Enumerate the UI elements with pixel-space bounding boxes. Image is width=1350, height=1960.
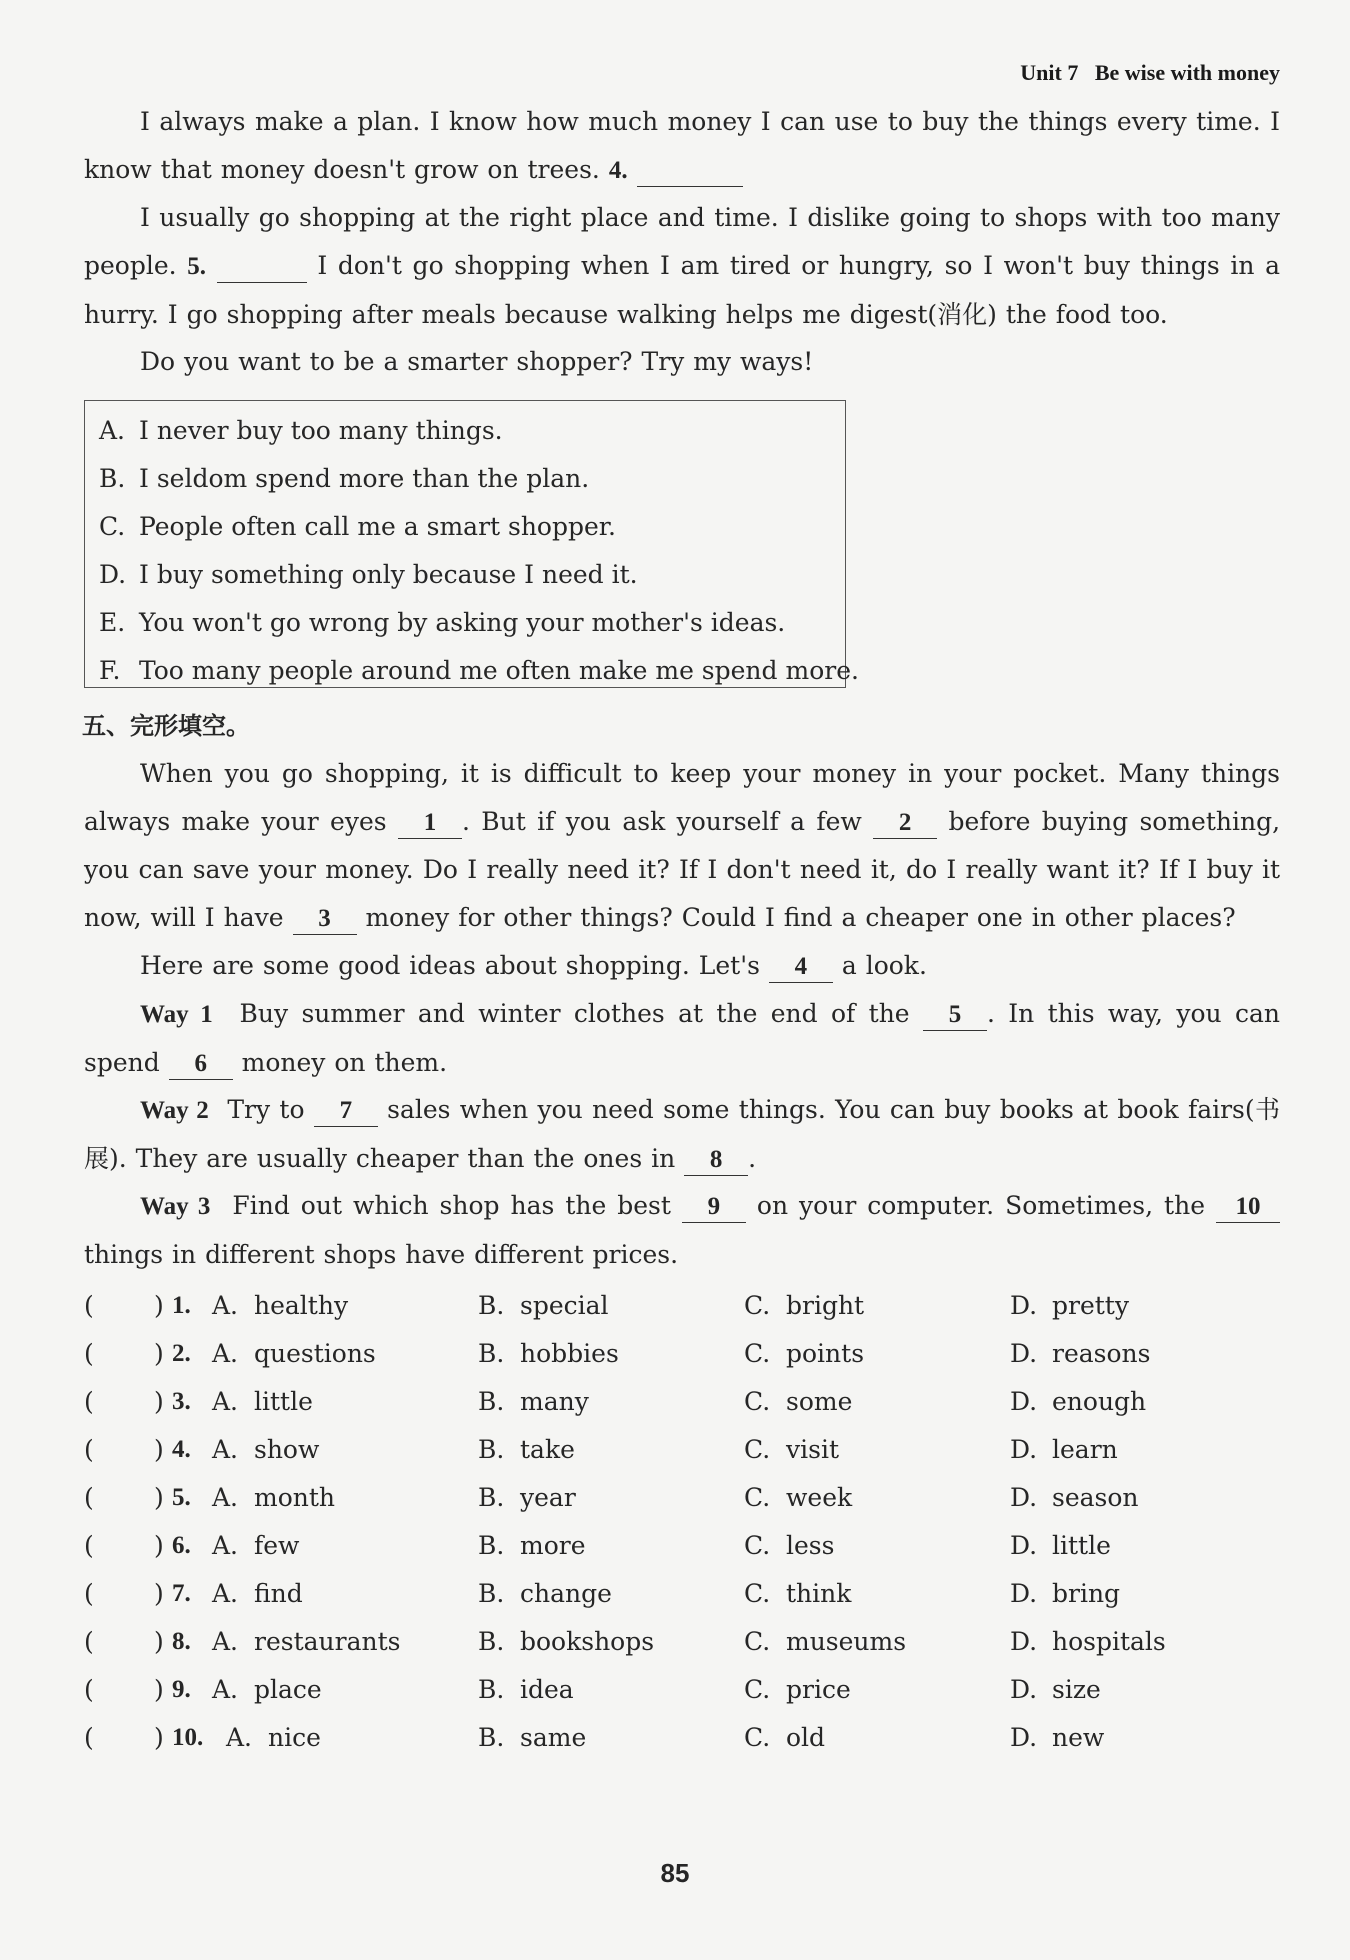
answer-paren-open[interactable]: ( [84, 1291, 94, 1320]
choice-text: little [254, 1387, 313, 1416]
choice-letter: A. [212, 1627, 239, 1656]
choice-letter: B. [478, 1291, 505, 1320]
choice-letter: A. [212, 1387, 239, 1416]
question-number: 3. [172, 1388, 191, 1415]
choice-letter: C. [744, 1627, 771, 1656]
choice-b[interactable] [478, 1282, 609, 1330]
choice-letter: A. [212, 1291, 239, 1320]
choice-a[interactable] [212, 1570, 303, 1618]
choice-text: old [786, 1723, 826, 1752]
choice-letter: B. [478, 1579, 505, 1608]
choice-letter: A. [212, 1531, 239, 1560]
choice-text: restaurants [254, 1627, 401, 1656]
choice-letter: B. [478, 1339, 505, 1368]
choice-text: month [254, 1483, 336, 1512]
choice-d[interactable] [1010, 1522, 1111, 1570]
choice-b[interactable] [478, 1714, 586, 1762]
cloze-text: Buy summer and winter clothes at the end of the [239, 999, 910, 1028]
choice-text: visit [786, 1435, 839, 1464]
option-c [99, 503, 845, 551]
question-row-9 [84, 1666, 1280, 1714]
choice-text: new [1052, 1723, 1105, 1752]
choice-text: special [520, 1291, 609, 1320]
sentence-options-box [84, 400, 859, 688]
answer-paren-open[interactable]: ( [84, 1723, 94, 1752]
answer-paren-close: ) [154, 1387, 164, 1416]
answer-paren-close: ) [154, 1723, 164, 1752]
choice-letter: D. [1010, 1339, 1038, 1368]
option-text: People often call me a smart shopper. [139, 512, 616, 541]
choice-c[interactable] [744, 1714, 825, 1762]
cloze-text: money for other things? Could I find a cheaper one in other places? [365, 903, 1236, 932]
passage-paragraph-3: Do you want to be a smarter shopper? Try my ways! [140, 347, 814, 376]
choice-a[interactable] [212, 1522, 299, 1570]
choice-d[interactable] [1010, 1282, 1129, 1330]
answer-paren-close: ) [154, 1675, 164, 1704]
cloze-text: Find out which shop has the best [232, 1191, 671, 1220]
choice-letter: B. [478, 1627, 505, 1656]
answer-paren-open[interactable]: ( [84, 1627, 94, 1656]
answer-paren-close: ) [154, 1627, 164, 1656]
answer-paren-close: ) [154, 1483, 164, 1512]
option-d [99, 551, 845, 599]
choice-c[interactable] [744, 1426, 839, 1474]
choice-text: little [1052, 1531, 1111, 1560]
cloze-way-1 [84, 990, 1280, 1087]
choice-text: idea [520, 1675, 574, 1704]
cloze-blank-8[interactable]: 8 [684, 1145, 748, 1176]
option-letter: F. [99, 656, 121, 685]
cloze-blank-9[interactable]: 9 [682, 1192, 746, 1223]
cloze-blank-1[interactable]: 1 [398, 808, 462, 839]
choice-c[interactable] [744, 1666, 851, 1714]
choice-letter: D. [1010, 1723, 1038, 1752]
choice-letter: D. [1010, 1291, 1038, 1320]
answer-paren-close: ) [154, 1291, 164, 1320]
choice-letter: C. [744, 1675, 771, 1704]
choice-text: learn [1052, 1435, 1118, 1464]
choice-letter: A. [212, 1675, 239, 1704]
choice-d[interactable] [1010, 1474, 1139, 1522]
passage-text: I don't go shopping when I am tired or hungry, so I won't buy things in a hurry. I go shopping after meals because walking helps me digest(消化) the food too. [84, 251, 1280, 329]
option-letter: E. [99, 608, 126, 637]
question-row-10 [84, 1714, 1280, 1762]
question-row-3 [84, 1378, 1280, 1426]
answer-paren-close: ) [154, 1531, 164, 1560]
way-label: Way 2 [140, 1097, 209, 1124]
cloze-paragraph-2 [84, 942, 1280, 990]
choice-letter: B. [478, 1531, 505, 1560]
choice-letter: D. [1010, 1579, 1038, 1608]
choice-c[interactable] [744, 1618, 906, 1666]
choice-text: week [786, 1483, 853, 1512]
cloze-text: . [748, 1144, 757, 1173]
passage-text: I always make a plan. I know how much money I can use to buy the things every time. I know that money doesn't grow on trees. [84, 107, 1280, 184]
cloze-blank-7[interactable]: 7 [314, 1096, 378, 1127]
question-number: 5. [172, 1484, 191, 1511]
question-number: 2. [172, 1340, 191, 1367]
choice-a[interactable] [212, 1618, 400, 1666]
choice-text: reasons [1052, 1339, 1151, 1368]
choice-text: show [254, 1435, 320, 1464]
answer-blank-5[interactable] [217, 252, 307, 283]
choice-letter: C. [744, 1579, 771, 1608]
question-row-4 [84, 1426, 1280, 1474]
answer-paren-open[interactable]: ( [84, 1531, 94, 1560]
header-unit: Unit 7 [1020, 60, 1079, 85]
choice-text: find [254, 1579, 303, 1608]
passage-paragraph-2 [84, 194, 1280, 339]
choice-c[interactable] [744, 1474, 852, 1522]
choice-letter: D. [1010, 1675, 1038, 1704]
choice-letter: C. [744, 1531, 771, 1560]
option-letter: A. [99, 416, 126, 445]
choice-text: bring [1052, 1579, 1121, 1608]
choice-text: many [520, 1387, 589, 1416]
choice-text: hospitals [1052, 1627, 1166, 1656]
passage-text: I usually go shopping at the right place and time. I dislike going to shops with too many people. [84, 203, 1280, 280]
cloze-blank-3[interactable]: 3 [293, 904, 357, 935]
choice-letter: A. [212, 1435, 239, 1464]
choice-a[interactable] [212, 1378, 313, 1426]
choice-b[interactable] [478, 1378, 589, 1426]
option-f [99, 647, 859, 695]
question-row-6 [84, 1522, 1280, 1570]
choice-text: hobbies [520, 1339, 619, 1368]
question-row-8 [84, 1618, 1280, 1666]
choice-text: think [786, 1579, 852, 1608]
choice-b[interactable] [478, 1474, 576, 1522]
choice-letter: D. [1010, 1627, 1038, 1656]
choice-text: year [520, 1483, 576, 1512]
question-row-7 [84, 1570, 1280, 1618]
choice-letter: C. [744, 1483, 771, 1512]
choice-letter: B. [478, 1675, 505, 1704]
choice-d[interactable] [1010, 1618, 1166, 1666]
choice-d[interactable] [1010, 1378, 1146, 1426]
answer-paren-close: ) [154, 1435, 164, 1464]
question-number-4: 4. [608, 157, 628, 184]
choice-letter: B. [478, 1387, 505, 1416]
choice-b[interactable] [478, 1618, 654, 1666]
choice-text: enough [1052, 1387, 1147, 1416]
choice-text: bookshops [520, 1627, 655, 1656]
question-row-1 [84, 1282, 1280, 1330]
answer-paren-close: ) [154, 1339, 164, 1368]
question-number: 9. [172, 1676, 191, 1703]
choice-text: same [520, 1723, 587, 1752]
option-e [99, 599, 845, 647]
choice-text: pretty [1052, 1291, 1129, 1320]
option-text: I buy something only because I need it. [139, 560, 638, 589]
choice-letter: D. [1010, 1387, 1038, 1416]
choice-c[interactable] [744, 1330, 864, 1378]
section-title: 五、完形填空。 [82, 712, 250, 740]
choice-c[interactable] [744, 1570, 851, 1618]
cloze-text: before buying something, you can save your money. Do I really need it? If I don't need it, do I really want it? If I buy it now, will I have [84, 807, 1281, 932]
option-text: You won't go wrong by asking your mother's ideas. [139, 608, 786, 637]
choice-text: bright [786, 1291, 865, 1320]
option-a [99, 407, 845, 455]
choice-letter: C. [744, 1435, 771, 1464]
choice-c[interactable] [744, 1522, 834, 1570]
choice-text: less [786, 1531, 835, 1560]
choice-a[interactable] [212, 1666, 322, 1714]
choice-b[interactable] [478, 1522, 586, 1570]
answer-paren-open[interactable]: ( [84, 1675, 94, 1704]
option-text: Too many people around me often make me spend more. [139, 656, 859, 685]
choice-letter: B. [478, 1483, 505, 1512]
answer-paren-open[interactable]: ( [84, 1483, 94, 1512]
choice-d[interactable] [1010, 1330, 1150, 1378]
answer-paren-open[interactable]: ( [84, 1579, 94, 1608]
cloze-text: things in different shops have different prices. [84, 1240, 679, 1269]
cloze-paragraph-1 [84, 750, 1280, 942]
answer-paren-close: ) [154, 1579, 164, 1608]
cloze-blank-2[interactable]: 2 [873, 808, 937, 839]
cloze-text: Try to [227, 1095, 305, 1124]
choice-text: museums [786, 1627, 907, 1656]
question-number: 8. [172, 1628, 191, 1655]
choice-a[interactable] [212, 1474, 335, 1522]
option-letter: B. [99, 464, 126, 493]
running-header [1020, 60, 1280, 86]
question-row-2 [84, 1330, 1280, 1378]
question-number: 6. [172, 1532, 191, 1559]
choice-c[interactable] [744, 1282, 864, 1330]
question-list [84, 1282, 1280, 1762]
question-number: 10. [172, 1724, 204, 1751]
choice-letter: C. [744, 1291, 771, 1320]
choice-text: price [786, 1675, 851, 1704]
question-row-5 [84, 1474, 1280, 1522]
cloze-blank-5[interactable]: 5 [923, 1000, 987, 1031]
choice-b[interactable] [478, 1666, 574, 1714]
cloze-blank-4[interactable]: 4 [769, 952, 833, 983]
way-label: Way 1 [140, 1001, 213, 1028]
answer-paren-open[interactable]: ( [84, 1387, 94, 1416]
cloze-text: on your computer. Sometimes, the [756, 1191, 1205, 1220]
choice-letter: A. [226, 1723, 253, 1752]
choice-d[interactable] [1010, 1570, 1120, 1618]
cloze-blank-10[interactable]: 10 [1216, 1192, 1280, 1223]
choice-text: change [520, 1579, 612, 1608]
choice-letter: C. [744, 1339, 771, 1368]
passage-paragraph-1 [84, 98, 1280, 195]
choice-d[interactable] [1010, 1666, 1101, 1714]
answer-paren-open[interactable]: ( [84, 1435, 94, 1464]
choice-text: place [254, 1675, 322, 1704]
cloze-text: sales when you need some things. You can buy books at book fairs(书展). They are usually cheaper than the ones in [84, 1095, 1280, 1173]
choice-letter: C. [744, 1723, 771, 1752]
choice-d[interactable] [1010, 1426, 1118, 1474]
choice-b[interactable] [478, 1330, 619, 1378]
cloze-text: money on them. [241, 1048, 448, 1077]
question-number: 4. [172, 1436, 191, 1463]
choice-letter: D. [1010, 1531, 1038, 1560]
choice-letter: A. [212, 1483, 239, 1512]
choice-a[interactable] [226, 1714, 321, 1762]
choice-text: take [520, 1435, 575, 1464]
choice-text: size [1052, 1675, 1101, 1704]
choice-text: points [786, 1339, 865, 1368]
choice-text: nice [268, 1723, 321, 1752]
cloze-way-2 [84, 1086, 1280, 1183]
option-letter: C. [99, 512, 126, 541]
choice-a[interactable] [212, 1426, 319, 1474]
question-number: 1. [172, 1292, 191, 1319]
option-text: I never buy too many things. [139, 416, 503, 445]
answer-blank-4[interactable] [637, 156, 743, 187]
choice-letter: C. [744, 1387, 771, 1416]
answer-paren-open[interactable]: ( [84, 1339, 94, 1368]
choice-d[interactable] [1010, 1714, 1104, 1762]
choice-a[interactable] [212, 1330, 376, 1378]
cloze-text: . In this way, you can spend [84, 999, 1280, 1077]
cloze-blank-6[interactable]: 6 [169, 1049, 233, 1080]
way-label: Way 3 [140, 1193, 211, 1220]
choice-letter: A. [212, 1339, 239, 1368]
choice-a[interactable] [212, 1282, 348, 1330]
cloze-text: . But if you ask yourself a few [461, 807, 862, 836]
option-letter: D. [99, 560, 127, 589]
choice-text: few [254, 1531, 300, 1560]
choice-letter: B. [478, 1723, 505, 1752]
cloze-text: Here are some good ideas about shopping. Let's [140, 951, 760, 980]
cloze-text: When you go shopping, it is difficult to keep your money in your pocket. Many things always make your eyes [84, 759, 1280, 836]
choice-b[interactable] [478, 1426, 575, 1474]
option-text: I seldom spend more than the plan. [139, 464, 590, 493]
choice-text: questions [254, 1339, 376, 1368]
choice-b[interactable] [478, 1570, 612, 1618]
choice-letter: D. [1010, 1435, 1038, 1464]
choice-text: some [786, 1387, 853, 1416]
choice-letter: B. [478, 1435, 505, 1464]
question-number: 7. [172, 1580, 191, 1607]
header-title: Be wise with money [1094, 60, 1280, 85]
cloze-way-3 [84, 1182, 1280, 1279]
page-number: 85 [660, 1858, 690, 1888]
cloze-text: a look. [841, 951, 927, 980]
choice-text: season [1052, 1483, 1139, 1512]
choice-text: healthy [254, 1291, 349, 1320]
question-number-5: 5. [187, 253, 206, 280]
choice-letter: D. [1010, 1483, 1038, 1512]
choice-c[interactable] [744, 1378, 852, 1426]
choice-text: more [520, 1531, 586, 1560]
option-b [99, 455, 845, 503]
choice-letter: A. [212, 1579, 239, 1608]
